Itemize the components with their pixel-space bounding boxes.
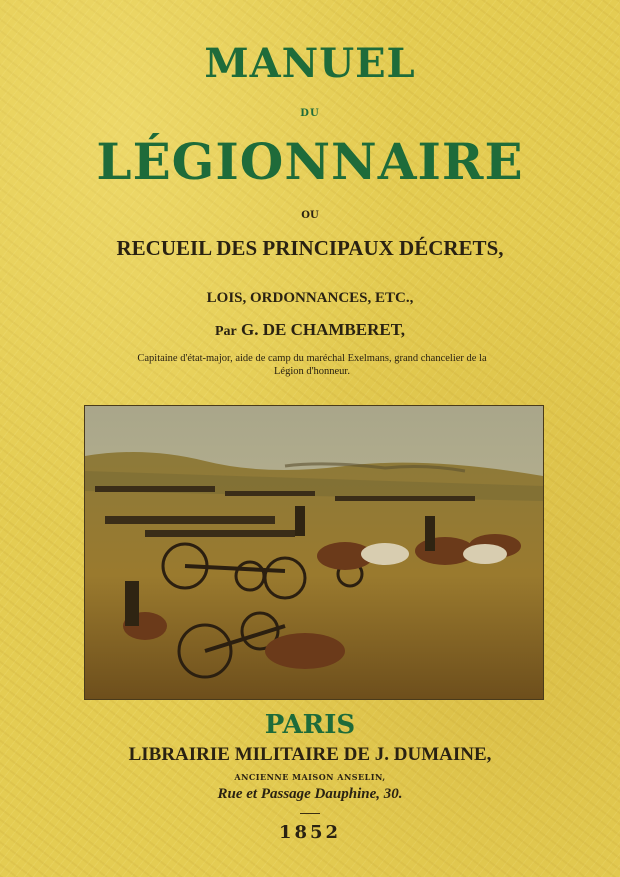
author-caption-line-2: Légion d'honneur.: [274, 366, 350, 377]
author-line: [0, 320, 620, 340]
year: 1852: [278, 822, 342, 843]
battle-illustration: [84, 405, 544, 700]
title-du: DU: [300, 108, 320, 119]
author-par: Par: [214, 324, 237, 339]
publisher-note: ANCIENNE MAISON ANSELIN,: [234, 772, 386, 782]
title-line-1: MANUEL: [204, 40, 416, 87]
author-caption-line-1: Capitaine d'état-major, aide de camp du maréchal Exelmans, grand chancelier de la: [137, 353, 487, 364]
author-name: G. DE CHAMBERET,: [240, 320, 406, 339]
title-line-2: LÉGIONNAIRE: [96, 132, 524, 191]
subtitle-line-2: LOIS, ORDONNANCES, ETC.,: [206, 290, 414, 306]
author-caption: [92, 352, 532, 378]
divider: [300, 813, 320, 814]
subtitle-line-1: RECUEIL DES PRINCIPAUX DÉCRETS,: [116, 236, 504, 260]
title-ou: OU: [301, 210, 319, 221]
address: Rue et Passage Dauphine, 30.: [217, 786, 403, 802]
publisher: LIBRAIRIE MILITAIRE DE J. DUMAINE,: [128, 744, 492, 765]
city: PARIS: [264, 710, 356, 740]
